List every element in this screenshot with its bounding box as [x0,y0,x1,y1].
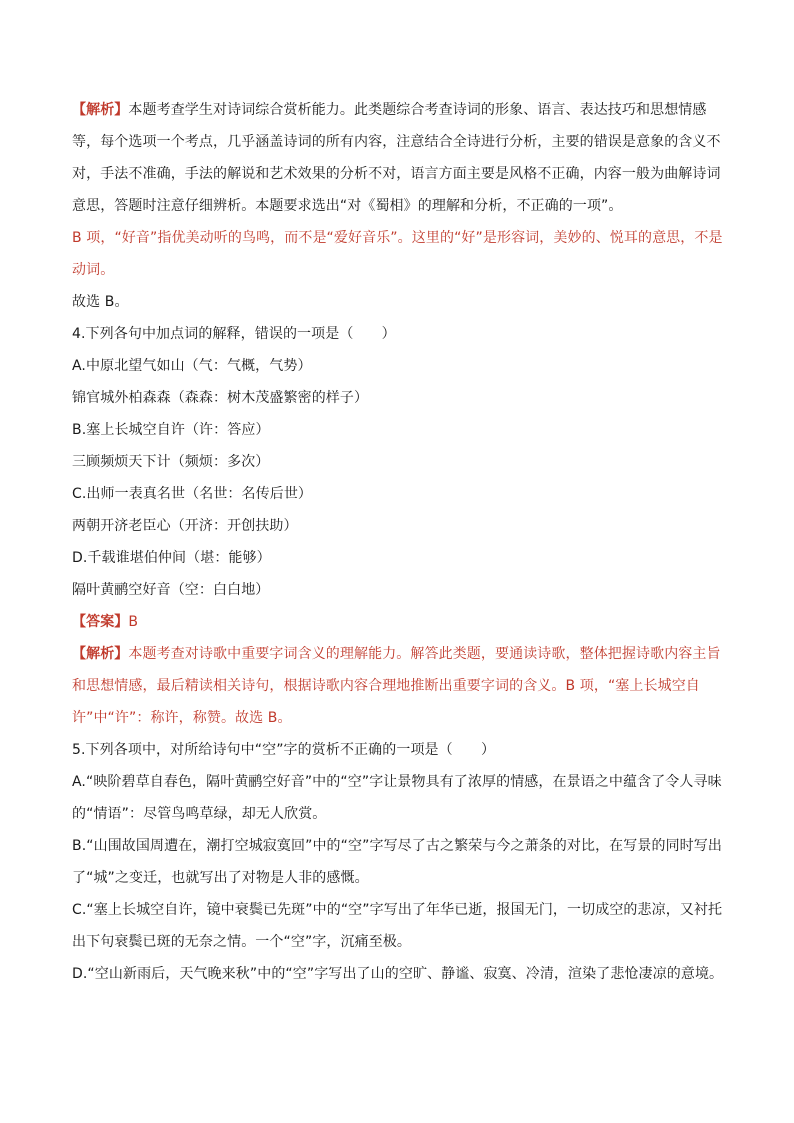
document-page [72,94,724,990]
question-5-option-d: D.“空山新雨后，天气晚来秋”中的“空”字写出了山的空旷、静谧、寂寞、冷清，渲染了悲怆凄凉的意境。 [72,966,724,982]
question-5-option-b: B.“山围故国周遭在，潮打空城寂寞回”中的“空”字写尽了古之繁荣与今之萧条的对比，在写景的同时写出了“城”之变迁，也就写出了对物是人非的感慨。 [72,838,722,886]
question-4-option: A.中原北望气如山（气：气概，气势） [72,358,312,374]
analysis-detail: B 项，“好音”指优美动听的鸟鸣，而不是“爱好音乐”。这里的“好”是形容词，美妙的、悦耳的意思，不是动词。 [72,230,723,278]
question-4-option: D.千载谁堪伯仲间（堪：能够） [72,550,271,566]
question-4-analysis [72,638,724,734]
question-4-answer [72,606,724,638]
question-5-stem: 5.下列各项中，对所给诗句中“空”字的赏析不正确的一项是（ ） [72,742,496,758]
question-5-option-a: A.“映阶碧草自春色，隔叶黄鹂空好音”中的“空”字让景物具有了浓厚的情感，在景语之中蕴含了令人寻味的“情语”：尽管鸟鸣草绿，却无人欣赏。 [72,774,722,822]
analysis-conclusion: 故选 B。 [72,294,129,310]
answer-tag: 【答案】 [72,614,129,630]
question-4-stem: 4.下列各句中加点词的解释，错误的一项是（ ） [72,326,396,342]
analysis-tag: 【解析】 [72,102,129,118]
question-5-option-c: C.“塞上长城空自许，镜中衰鬓已先斑”中的“空”字写出了年华已逝，报国无门，一切成空的悲凉，又衬托出下句衰鬓已斑的无奈之情。一个“空”字，沉痛至极。 [72,902,723,950]
answer-value: B [128,614,139,630]
question-4-option: 锦官城外柏森森（森森：树木茂盛繁密的样子） [72,390,369,406]
question-4-option: 三顾频烦天下计（频烦：多次） [72,454,270,470]
analysis-paragraph [72,94,724,222]
question-4-option: C.出师一表真名世（名世：名传后世） [72,486,313,502]
question-4-option: B.塞上长城空自许（许：答应） [72,422,270,438]
question-4-option: 隔叶黄鹂空好音（空：白白地） [72,582,270,598]
analysis-text: 本题考查对诗歌中重要字词含义的理解能力。解答此类题，要通读诗歌，整体把握诗歌内容主旨和思想情感，最后精读相关诗句，根据诗歌内容合理地推断出重要字词的含义。B 项，“塞上长城空自许”中“许”：称许，称赞。故选 B。 [72,646,721,726]
question-4-option: 两朝开济老臣心（开济：开创扶助） [72,518,298,534]
analysis-text: 本题考查学生对诗词综合赏析能力。此类题综合考查诗词的形象、语言、表达技巧和思想情感等，每个选项一个考点，几乎涵盖诗词的所有内容，注意结合全诗进行分析，主要的错误是意象的含义不对，手法不准确，手法的解说和艺术效果的分析不对，语言方面主要是风格不正确，内容一般为曲解诗词意思，答题时注意仔细辨析。本题要求选出“对《蜀相》的理解和分析，不正确的一项”。 [72,102,721,214]
analysis-tag: 【解析】 [72,646,129,662]
